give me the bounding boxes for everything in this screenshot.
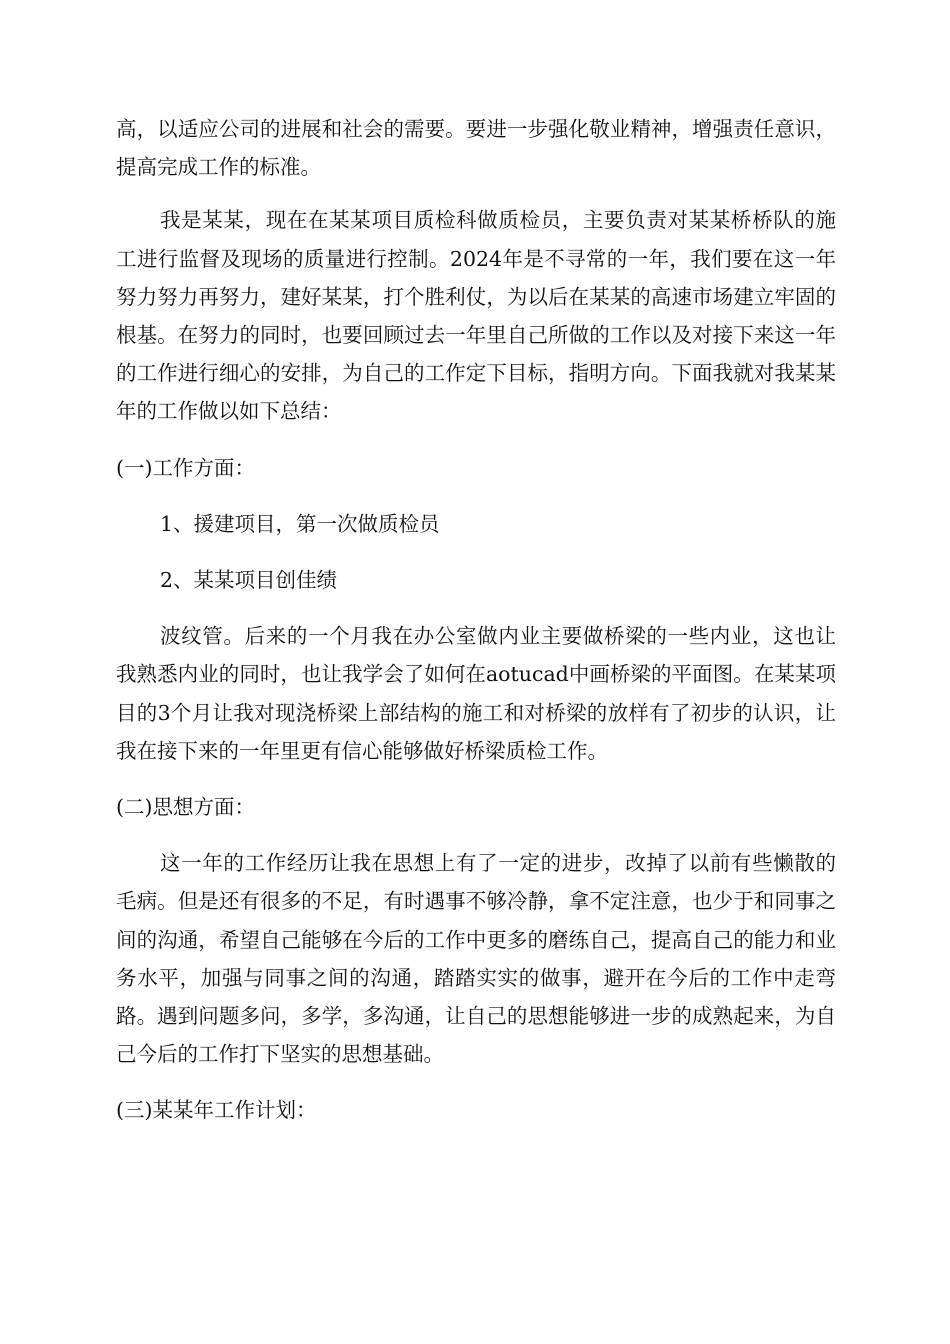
paragraph-intro-continuation: 高，以适应公司的进展和社会的需要。要进一步强化敬业精神，增强责任意识，提高完成工作的标准。 xyxy=(116,117,836,180)
section-heading-plan: (三)某某年工作计划： xyxy=(116,1098,317,1123)
section-heading-work: (一)工作方面： xyxy=(116,455,255,480)
list-item-1: 1、援建项目，第一次做质检员 xyxy=(160,511,440,536)
list-item-2: 2、某某项目创佳绩 xyxy=(160,568,338,593)
paragraph-work-details: 波纹管。后来的一个月我在办公室做内业主要做桥梁的一些内业，这也让我熟悉内业的同时，也让我学会了如何在aotucad中画桥梁的平面图。在某某项目的3个月让我对现浇桥梁上部结构的施工和对桥梁的放样有了初步的认识，让我在接下来的一年里更有信心能够做好桥梁质检工作。 xyxy=(116,624,836,763)
document-body xyxy=(116,110,836,1130)
section-heading-thoughts: (二)思想方面： xyxy=(116,795,255,820)
paragraph-thoughts: 这一年的工作经历让我在思想上有了一定的进步，改掉了以前有些懒散的毛病。但是还有很多的不足，有时遇事不够冷静，拿不定注意，也少于和同事之间的沟通，希望自己能够在今后的工作中更多的磨练自己，提高自己的能力和业务水平，加强与同事之间的沟通，踏踏实实的做事，避开在今后的工作中走弯路。遇到问题多问，多学，多沟通，让自己的思想能够进一步的成熟起来，为自己今后的工作打下坚实的思想基础。 xyxy=(116,851,836,1067)
paragraph-self-introduction: 我是某某，现在在某某项目质检科做质检员，主要负责对某某桥桥队的施工进行监督及现场的质量进行控制。2024年是不寻常的一年，我们要在这一年努力努力再努力，建好某某，打个胜利仗，为以后在某某的高速市场建立牢固的根基。在努力的同时，也要回顾过去一年里自己所做的工作以及对接下来这一年的工作进行细心的安排，为自己的工作定下目标，指明方向。下面我就对我某某年的工作做以如下总结： xyxy=(116,208,836,424)
